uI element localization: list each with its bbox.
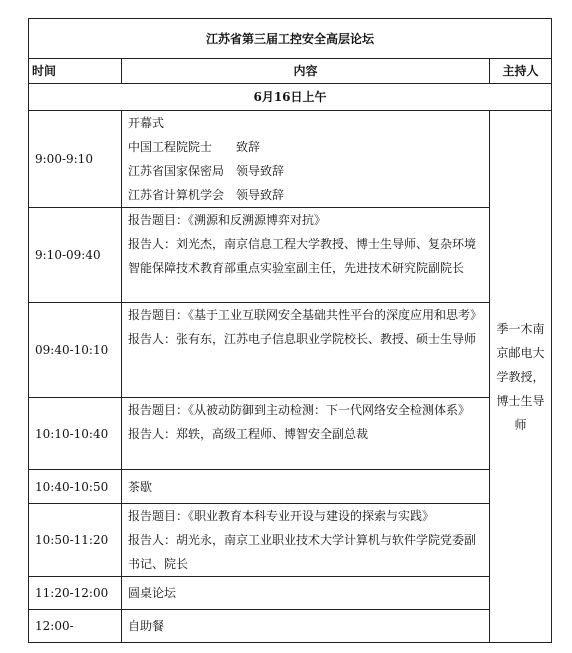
report-speaker: 报告人：胡光永，南京工业职业技术大学计算机与软件学院党委副书记、院长 (128, 533, 477, 571)
row-content (122, 504, 490, 577)
row-time: 11:20-12:00 (29, 577, 122, 610)
row-content (122, 111, 490, 208)
row-time: 10:50-11:20 (29, 504, 122, 577)
header-time: 时间 (29, 59, 122, 84)
report-speaker: 报告人：张有东，江苏电子信息职业学院校长、教授、硕士生导师 (128, 332, 477, 346)
day-row (29, 84, 552, 111)
header-content: 内容 (122, 59, 490, 84)
row-content (122, 470, 490, 504)
table-row (29, 470, 552, 504)
row-content (122, 208, 490, 303)
table-row (29, 303, 552, 398)
row-time: 12:00- (29, 610, 122, 643)
host-cell: 季一木南京邮电大学教授，博士生导师 (490, 111, 552, 643)
table-row (29, 111, 552, 208)
row-content (122, 303, 490, 398)
report-topic: 报告题目：《从被动防御到主动检测：下一代网络安全检测体系》 (128, 403, 471, 417)
content-line: 江苏省计算机学会 领导致辞 (128, 188, 285, 202)
content-text: 圆桌论坛 (128, 586, 177, 600)
content-line: 江苏省国家保密局 领导致辞 (128, 164, 285, 178)
row-content (122, 577, 490, 610)
report-topic: 报告题目：《基于工业互联网安全基础共性平台的深度应用和思考》 (128, 308, 483, 322)
title-row (29, 19, 552, 59)
row-time: 10:10-10:40 (29, 398, 122, 470)
table-row (29, 577, 552, 610)
header-row (29, 59, 552, 84)
report-speaker: 报告人：郑轶，高级工程师、博智安全副总裁 (128, 427, 369, 441)
row-time: 9:10-09:40 (29, 208, 122, 303)
report-speaker: 报告人：刘光杰，南京信息工程大学教授、博士生导师、复杂环境智能保障技术教育部重点实验室副主任，先进技术研究院副院长 (128, 237, 477, 275)
row-time: 9:00-9:10 (29, 111, 122, 208)
header-host: 主持人 (490, 59, 552, 84)
row-content (122, 610, 490, 643)
report-topic: 报告题目：《溯源和反溯源博弈对抗》 (128, 213, 327, 227)
table-row (29, 504, 552, 577)
content-line: 开幕式 (128, 116, 165, 130)
content-line: 中国工程院院士 致辞 (128, 140, 261, 154)
row-time: 09:40-10:10 (29, 303, 122, 398)
agenda-table (28, 18, 552, 643)
forum-title: 江苏省第三届工控安全高层论坛 (29, 19, 552, 59)
row-time: 10:40-10:50 (29, 470, 122, 504)
content-text: 茶歇 (128, 479, 153, 494)
content-text: 自助餐 (128, 619, 165, 633)
report-topic: 报告题目：《职业教育本科专业开设与建设的探索与实践》 (128, 509, 435, 523)
day-label: 6月16日上午 (29, 84, 552, 111)
table-row (29, 208, 552, 303)
row-content (122, 398, 490, 470)
table-row (29, 398, 552, 470)
table-row (29, 610, 552, 643)
